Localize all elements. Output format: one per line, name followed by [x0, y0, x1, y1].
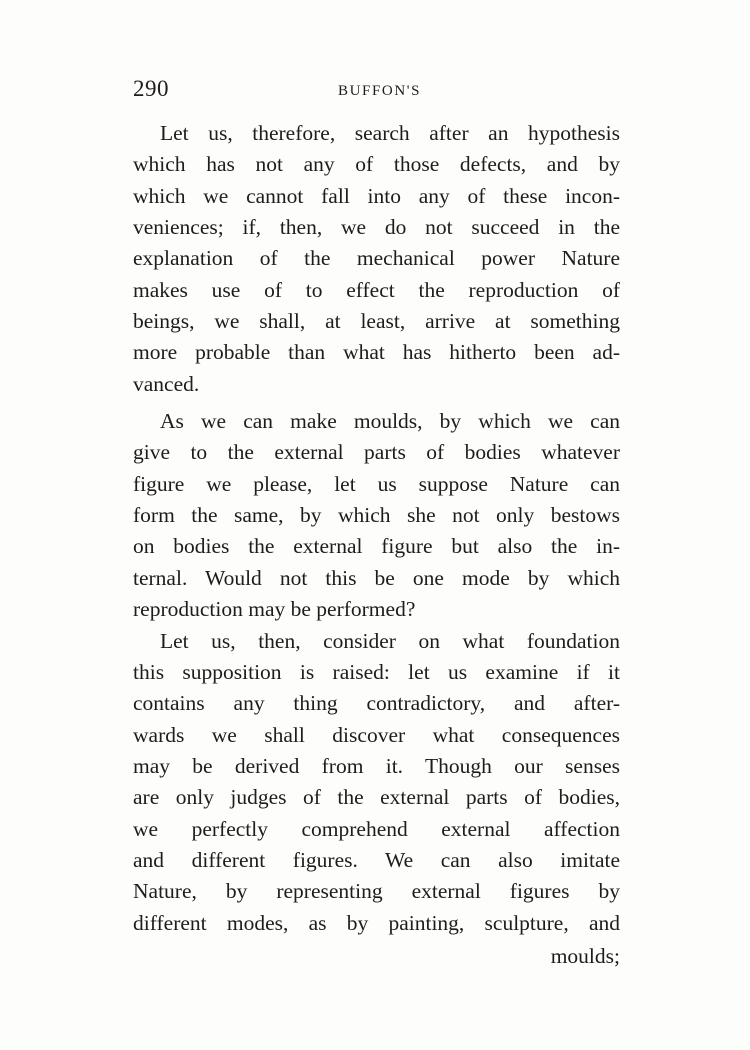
text-line: makes use of to effect the reproduction of	[133, 277, 620, 302]
text-line: veniences; if, then, we do not succeed in the	[133, 215, 620, 240]
text-line: we perfectly comprehend external affection	[133, 816, 620, 841]
text-line: reproduction may be performed?	[133, 597, 416, 622]
text-line: vanced.	[133, 371, 200, 396]
text-line: this supposition is raised: let us examine if it	[133, 659, 620, 684]
text-line: Let us, therefore, search after an hypothesis	[160, 121, 620, 145]
text-line: which has not any of those defects, and by	[133, 152, 620, 177]
paragraph	[133, 406, 620, 625]
paragraph	[133, 118, 620, 400]
text-line: Nature, by representing external figures by	[133, 879, 620, 904]
text-line: explanation of the mechanical power Nature	[133, 246, 620, 271]
text-line: form the same, by which she not only bestows	[133, 503, 620, 528]
text-line: beings, we shall, at least, arrive at something	[133, 309, 620, 334]
body-text	[133, 118, 620, 972]
text-line: more probable than what has hitherto been ad-	[133, 340, 620, 365]
text-line: may be derived from it. Though our senses	[133, 753, 620, 778]
text-line: different modes, as by painting, sculpture, and	[133, 910, 620, 935]
text-line: As we can make moulds, by which we can	[160, 409, 620, 434]
text-line: which we cannot fall into any of these incon-	[133, 183, 620, 208]
page-header	[133, 76, 620, 106]
page-number: 290	[133, 76, 169, 101]
catchword: moulds;	[550, 943, 620, 968]
text-line: ternal. Would not this be one mode by which	[133, 565, 620, 590]
running-head: BUFFON'S	[338, 83, 422, 99]
text-line: Let us, then, consider on what foundation	[160, 628, 620, 653]
text-line: figure we please, let us suppose Nature can	[133, 471, 620, 496]
paragraph	[133, 626, 620, 939]
text-line: wards we shall discover what consequences	[133, 722, 620, 747]
text-line: give to the external parts of bodies whatever	[133, 440, 620, 465]
text-line: contains any thing contradictory, and after-	[133, 691, 620, 716]
text-line: on bodies the external figure but also the in-	[133, 534, 620, 559]
text-line: are only judges of the external parts of bodies,	[133, 785, 620, 810]
text-line: and different figures. We can also imitate	[133, 847, 620, 872]
